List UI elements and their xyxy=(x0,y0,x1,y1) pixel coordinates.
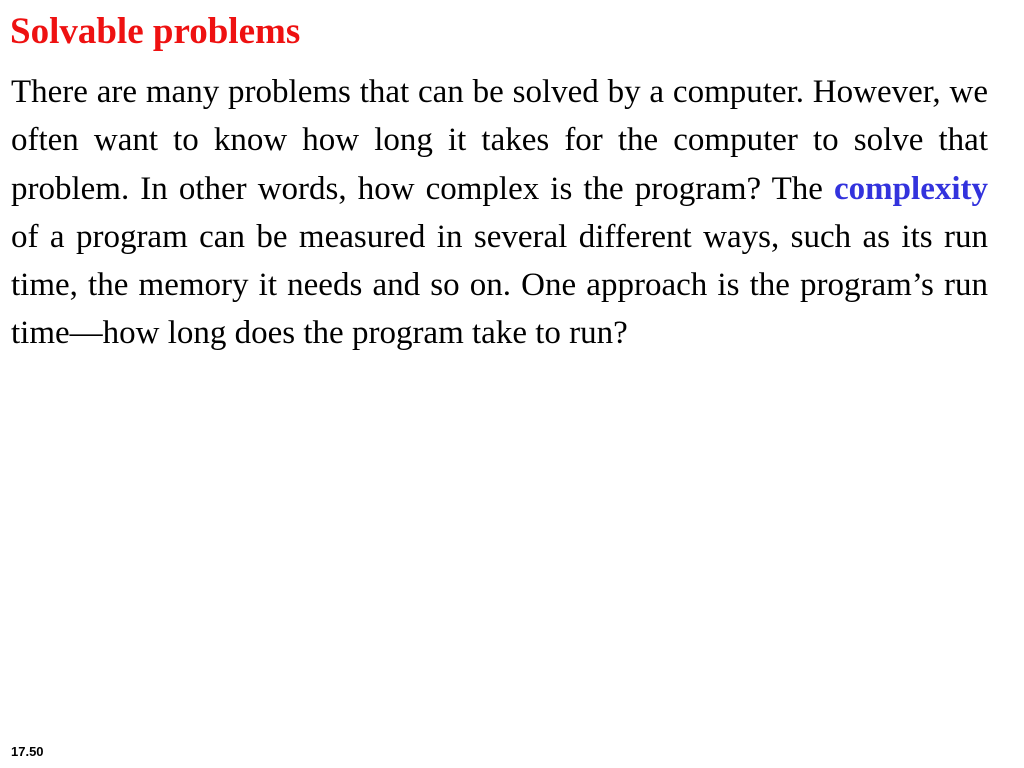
slide-title: Solvable problems xyxy=(10,11,301,52)
keyword-complexity: complexity xyxy=(834,170,988,207)
body-text-after-keyword: of a program can be measured in several different ways, such as its run time, the memory it needs and so on. One approach is the program’s run time—how long does the program take to run? xyxy=(11,218,988,352)
slide-number: 17.50 xyxy=(11,744,44,759)
slide-body-paragraph xyxy=(11,68,988,358)
body-text-before-keyword: There are many problems that can be solved by a computer. However, we often want to know how long it takes for the computer to solve that problem. In other words, how complex is the program? The xyxy=(11,74,988,207)
